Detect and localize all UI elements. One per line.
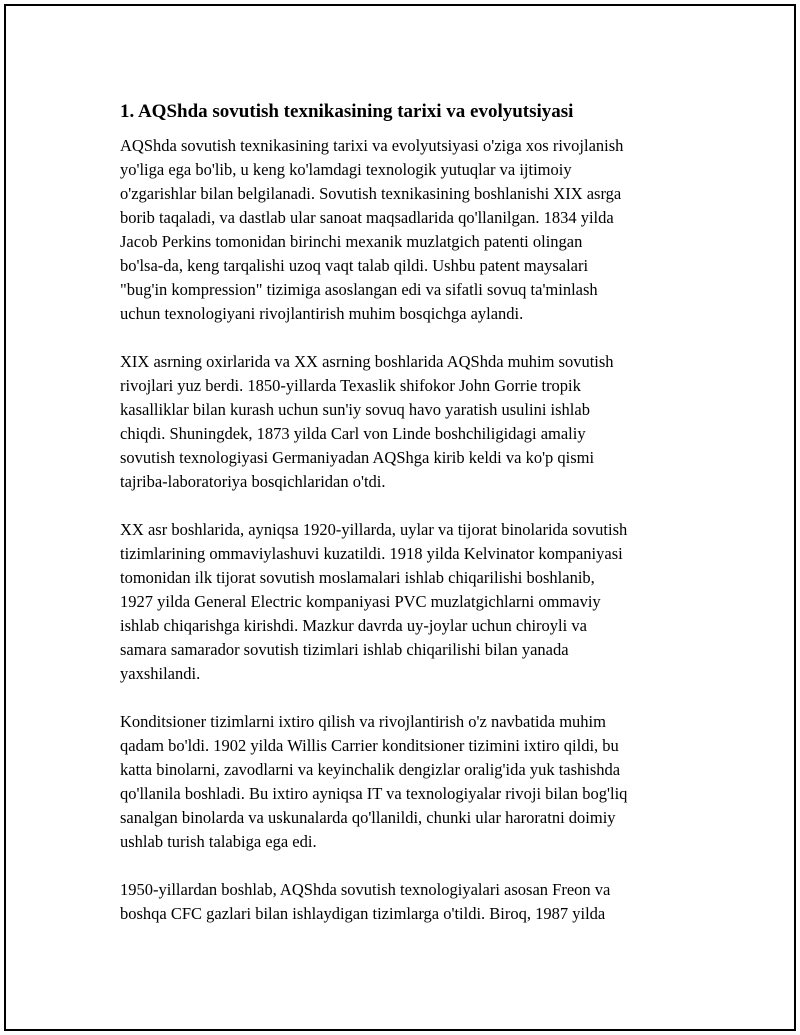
text-line: ishlab chiqarishga kirishdi. Mazkur davrda uy-joylar uchun chiroyli va — [120, 616, 587, 635]
text-line: boshqa CFC gazlari bilan ishlaydigan tizimlarga o'tildi. Biroq, 1987 yilda — [120, 904, 606, 923]
text-line: qo'llanila boshladi. Bu ixtiro ayniqsa IT va texnologiyalar rivoji bilan bog'liq — [120, 784, 628, 803]
text-line: XIX asrning oxirlarida va XX asrning boshlarida AQShda muhim sovutish — [120, 352, 614, 371]
text-line: kasalliklar bilan kurash uchun sun'iy sovuq havo yaratish usulini ishlab — [120, 400, 590, 419]
text-line: sovutish texnologiyasi Germaniyadan AQShga kirib keldi va ko'p qismi — [120, 448, 595, 467]
text-line: ushlab turish talabiga ega edi. — [120, 832, 317, 851]
text-line: katta binolarni, zavodlarni va keyinchalik dengizlar oralig'ida yuk tashishda — [120, 760, 621, 779]
text-line: rivojlari yuz berdi. 1850-yillarda Texaslik shifokor John Gorrie tropik — [120, 376, 581, 395]
text-line: chiqdi. Shuningdek, 1873 yilda Carl von Linde boshchiligidagi amaliy — [120, 424, 586, 443]
section-heading: 1. AQShda sovutish texnikasining tarixi va evolyutsiyasi — [120, 101, 574, 122]
text-line: AQShda sovutish texnikasining tarixi va evolyutsiyasi o'ziga xos rivojlanish — [120, 136, 624, 155]
text-line: sanalgan binolarda va uskunalarda qo'llanildi, chunki ular haroratni doimiy — [120, 808, 616, 827]
text-line: "bug'in kompression" tizimiga asoslangan edi va sifatli sovuq ta'minlash — [120, 280, 598, 299]
text-line: o'zgarishlar bilan belgilanadi. Sovutish texnikasining boshlanishi XIX asrga — [120, 184, 622, 203]
page-frame — [4, 4, 796, 1031]
text-line: 1927 yilda General Electric kompaniyasi PVC muzlatgichlarni ommaviy — [120, 592, 601, 611]
text-line: yo'liga ega bo'lib, u keng ko'lamdagi texnologik yutuqlar va ijtimoiy — [120, 160, 572, 179]
text-line: Jacob Perkins tomonidan birinchi mexanik muzlatgich patenti olingan — [120, 232, 583, 251]
text-line: tizimlarining ommaviylashuvi kuzatildi. 1918 yilda Kelvinator kompaniyasi — [120, 544, 623, 563]
document-body — [120, 98, 692, 950]
paragraph-3 — [120, 518, 692, 686]
text-line: tomonidan ilk tijorat sovutish moslamalari ishlab chiqarilishi boshlanib, — [120, 568, 595, 587]
text-line: 1950-yillardan boshlab, AQShda sovutish texnologiyalari asosan Freon va — [120, 880, 611, 899]
paragraph-4 — [120, 710, 692, 854]
text-line: yaxshilandi. — [120, 664, 201, 683]
text-line: qadam bo'ldi. 1902 yilda Willis Carrier konditsioner tizimini ixtiro qildi, bu — [120, 736, 619, 755]
text-line: bo'lsa-da, keng tarqalishi uzoq vaqt talab qildi. Ushbu patent maysalari — [120, 256, 589, 275]
paragraph-1 — [120, 134, 692, 326]
paragraph-2 — [120, 350, 692, 494]
text-line: samara samarador sovutish tizimlari ishlab chiqarilishi bilan yanada — [120, 640, 569, 659]
paragraph-5 — [120, 878, 692, 926]
text-line: XX asr boshlarida, ayniqsa 1920-yillarda, uylar va tijorat binolarida sovutish — [120, 520, 628, 539]
text-line: tajriba-laboratoriya bosqichlaridan o'tdi. — [120, 472, 386, 491]
text-line: borib taqaladi, va dastlab ular sanoat maqsadlarida qo'llanilgan. 1834 yilda — [120, 208, 614, 227]
text-line: Konditsioner tizimlarni ixtiro qilish va rivojlantirish o'z navbatida muhim — [120, 712, 606, 731]
text-line: uchun texnologiyani rivojlantirish muhim bosqichga aylandi. — [120, 304, 524, 323]
